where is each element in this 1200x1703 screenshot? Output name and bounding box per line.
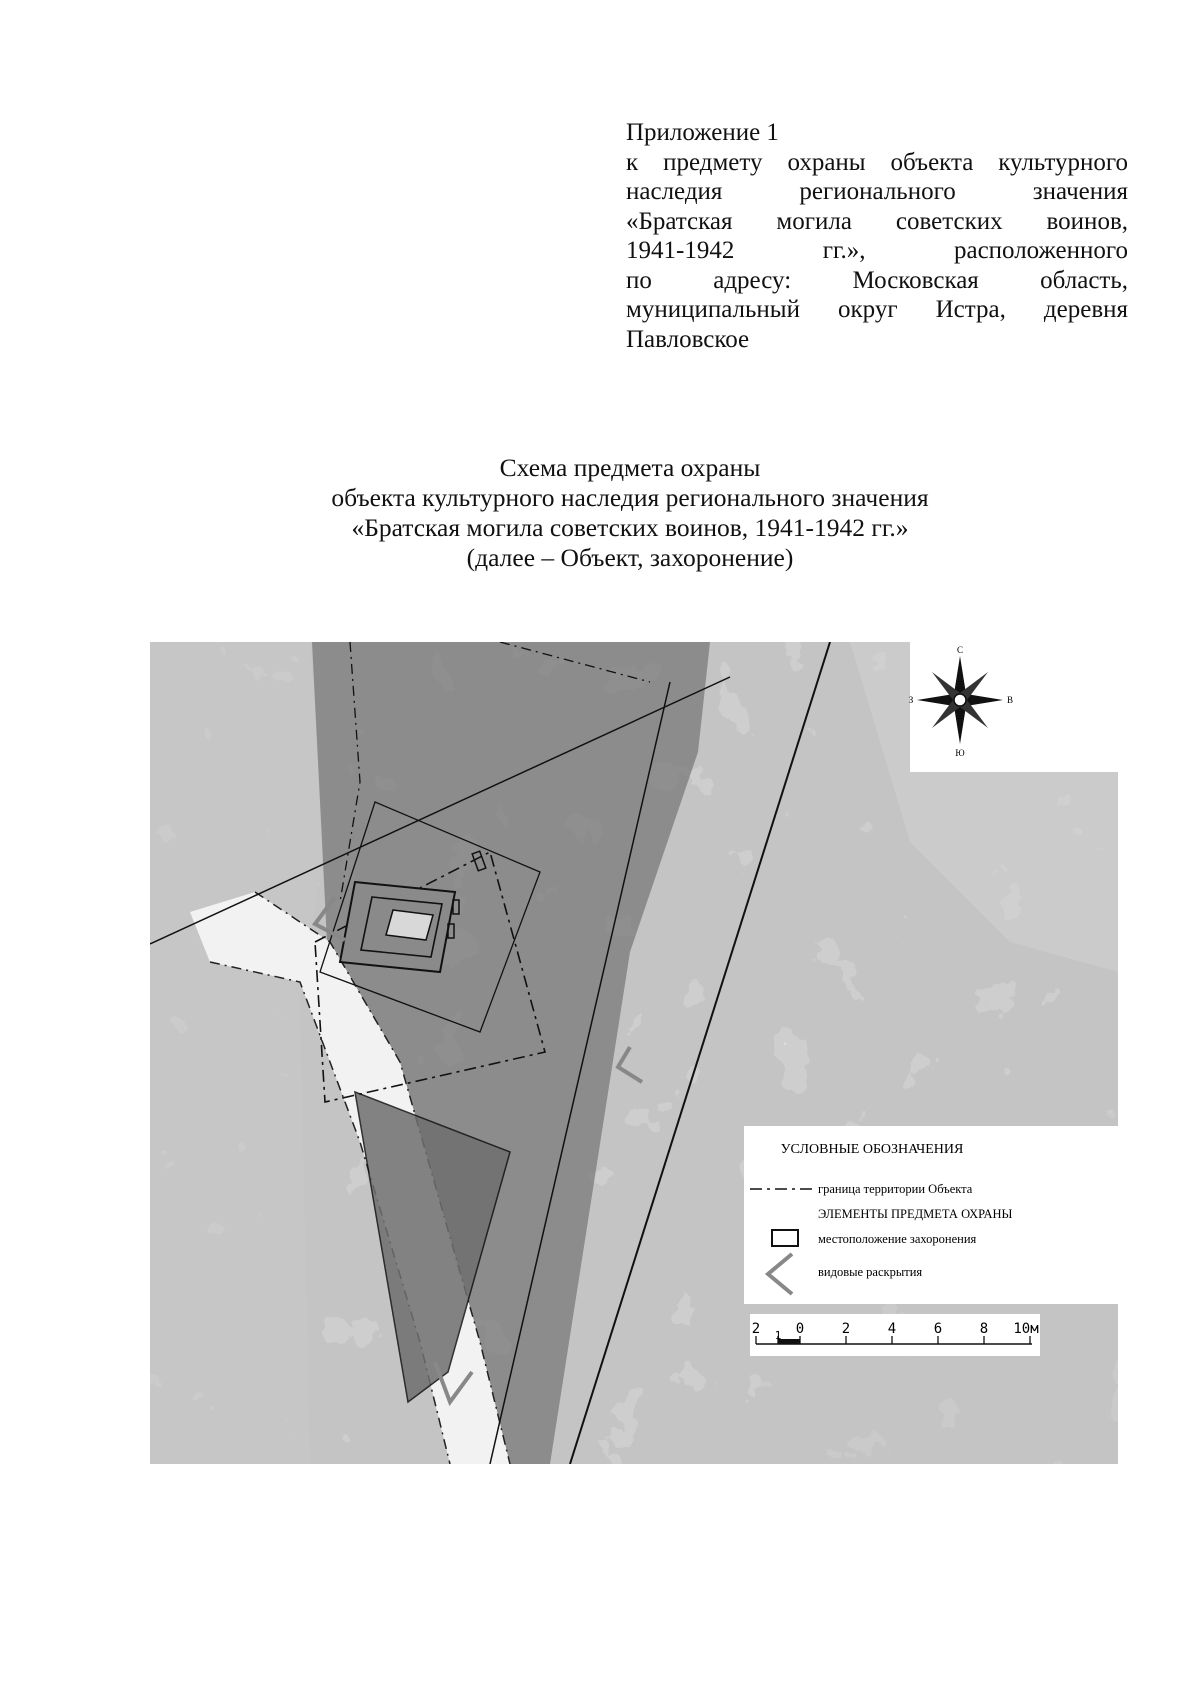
appendix-line: Приложение 1 (626, 119, 779, 146)
scale-tick-label: 2 (751, 1321, 761, 1337)
appendix-line: по адресу: Московская область, (626, 266, 1128, 294)
scale-tick-label: 8 (979, 1321, 989, 1337)
scale-tick-label: 6 (933, 1321, 943, 1337)
title-line: объекта культурного наследия регионального значения (331, 483, 929, 512)
legend-burial-symbol (772, 1230, 798, 1246)
compass-rose (909, 642, 1118, 772)
compass-east: В (1006, 695, 1014, 705)
legend-burial-label: местоположение захоронения (818, 1232, 977, 1246)
scale-bar (750, 1314, 1040, 1356)
legend-section-label: ЭЛЕМЕНТЫ ПРЕДМЕТА ОХРАНЫ (818, 1207, 1013, 1221)
compass-north: С (956, 645, 964, 655)
appendix-line: «Братская могила советских воинов, (626, 207, 1128, 235)
appendix-line: Павловское (626, 325, 750, 353)
legend-view-label: видовые раскрытия (818, 1265, 923, 1279)
legend-boundary-label: граница территории Объекта (818, 1182, 973, 1196)
appendix-line: наследия регионального значения (626, 178, 1128, 205)
legend (744, 1126, 1118, 1304)
scale-tick-label: 4 (887, 1321, 897, 1337)
scale-tick-label: 2 (841, 1321, 851, 1337)
appendix-line: муниципальный округ Истра, деревня (626, 296, 1128, 323)
appendix-block (626, 118, 1128, 354)
appendix-line: к предмету охраны объекта культурного (626, 148, 1128, 176)
appendix-line: 1941-1942 гг.», расположенного (626, 237, 1128, 264)
title-line: Схема предмета охраны (499, 453, 761, 482)
scale-tick-label: 1 (774, 1329, 782, 1342)
site-map (150, 642, 1118, 1464)
compass-west: З (908, 695, 914, 705)
legend-title: УСЛОВНЫЕ ОБОЗНАЧЕНИЯ (780, 1142, 964, 1157)
compass-south: Ю (955, 748, 965, 758)
scheme-title (180, 453, 1080, 573)
scale-tick-label: 10м (1013, 1321, 1039, 1337)
light-field-left (150, 642, 325, 1464)
title-line: (далее – Объект, захоронение) (466, 543, 794, 572)
title-line: «Братская могила советских воинов, 1941-1942 гг.» (351, 513, 909, 542)
burial-location (340, 882, 455, 972)
scale-tick-label: 0 (795, 1321, 805, 1337)
